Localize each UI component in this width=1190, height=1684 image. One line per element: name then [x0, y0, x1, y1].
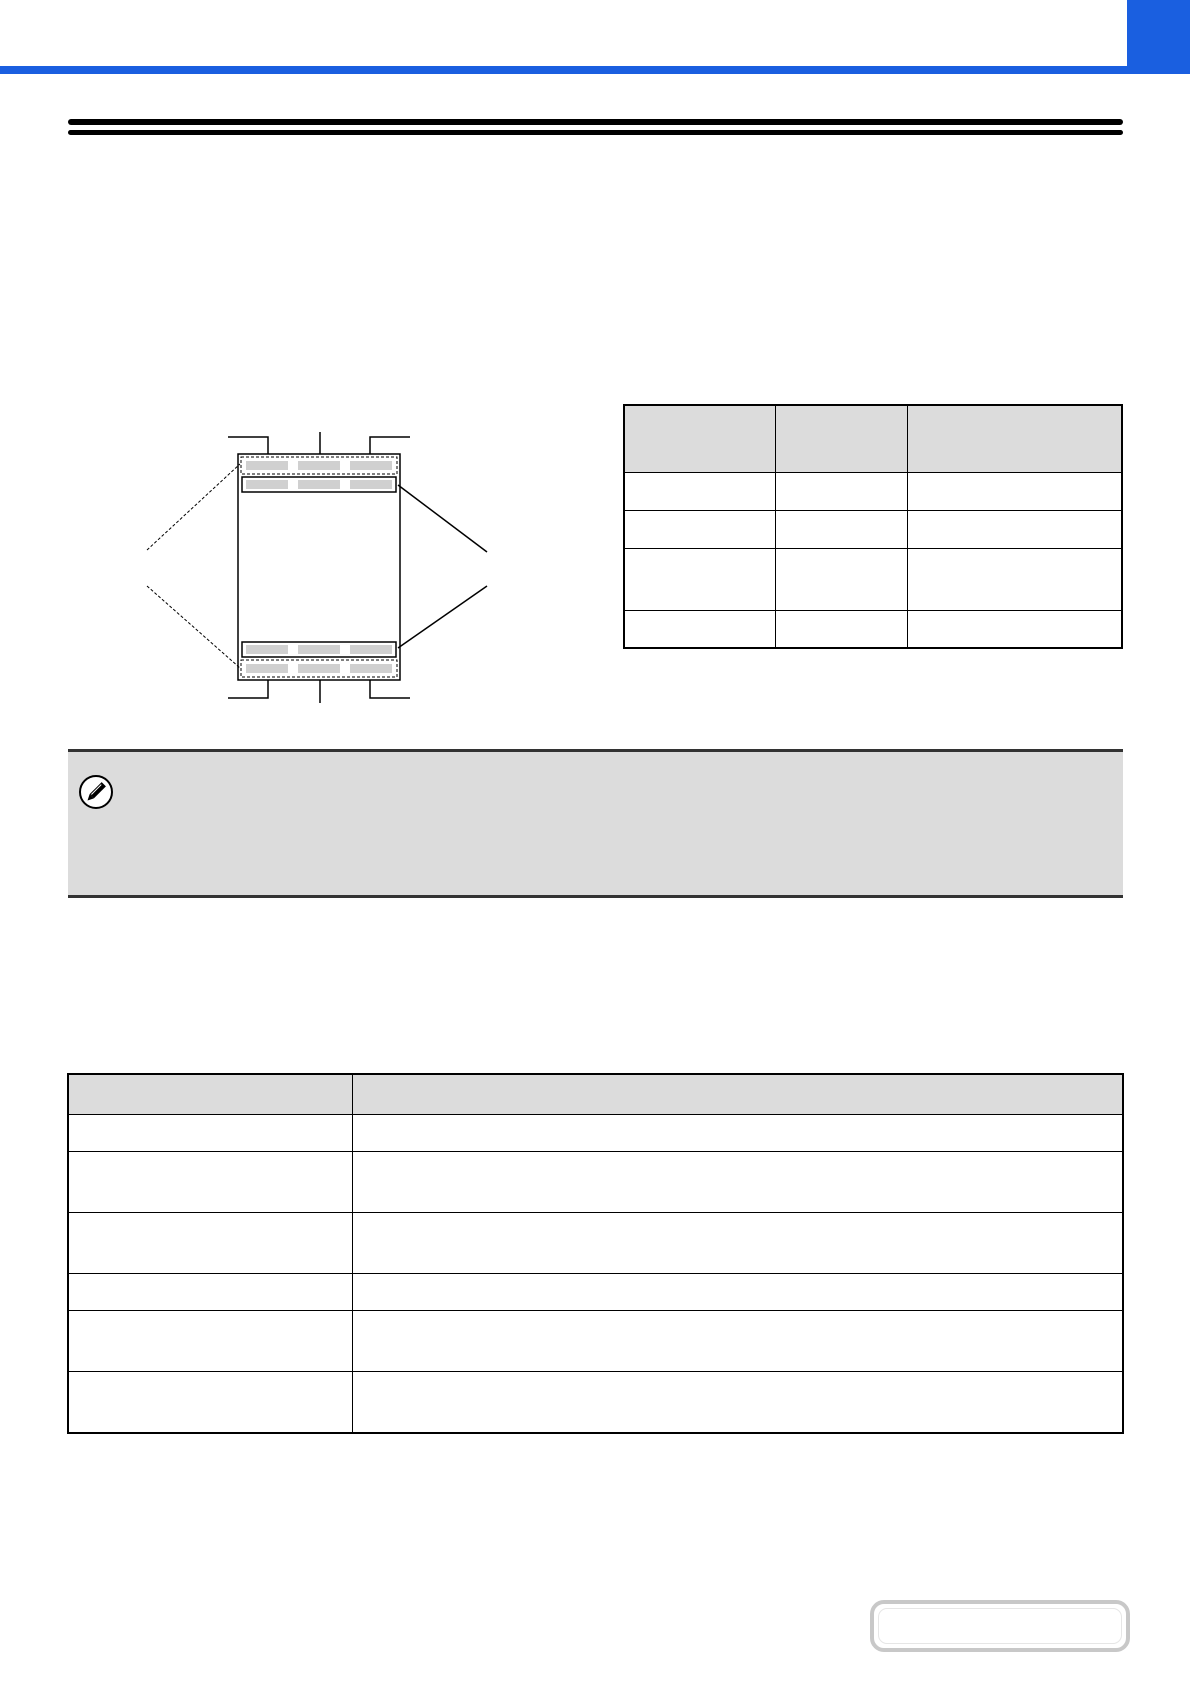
table-cell — [776, 511, 908, 549]
table-row — [624, 549, 1122, 611]
table-cell — [624, 511, 776, 549]
table-cell — [68, 1213, 353, 1274]
table-cell — [353, 1311, 1124, 1372]
title-rule-top — [68, 119, 1123, 125]
table-cell — [624, 473, 776, 511]
table-cell — [68, 1372, 353, 1434]
table-header-cell — [624, 405, 776, 473]
table-header-row — [68, 1074, 1123, 1115]
small-table — [623, 404, 1123, 649]
table-row — [624, 511, 1122, 549]
title-rule-bottom — [68, 130, 1123, 135]
table-row — [68, 1372, 1123, 1434]
table-cell — [908, 611, 1123, 649]
table-cell — [908, 549, 1123, 611]
table-cell — [68, 1152, 353, 1213]
table-header-cell — [776, 405, 908, 473]
contents-button[interactable] — [870, 1600, 1130, 1652]
table-header-row — [624, 405, 1122, 473]
settings-table — [67, 1073, 1124, 1434]
table-row — [68, 1152, 1123, 1213]
table-row — [68, 1274, 1123, 1311]
header-band — [0, 0, 1190, 75]
table-cell — [908, 473, 1123, 511]
table-cell — [68, 1311, 353, 1372]
table-cell — [624, 611, 776, 649]
table-cell — [353, 1372, 1124, 1434]
table-header-cell — [353, 1074, 1124, 1115]
table-cell — [353, 1152, 1124, 1213]
left-leader-bottom — [147, 586, 240, 668]
pencil-note-icon — [78, 774, 114, 810]
table-row — [68, 1115, 1123, 1152]
table-cell — [624, 549, 776, 611]
table-cell — [68, 1115, 353, 1152]
table-cell — [353, 1213, 1124, 1274]
table-row — [624, 473, 1122, 511]
right-leader-bottom — [398, 586, 487, 648]
table-row — [68, 1311, 1123, 1372]
table-cell — [776, 549, 908, 611]
table-cell — [68, 1274, 353, 1311]
right-leader-top — [398, 485, 487, 552]
table-row — [624, 611, 1122, 649]
table-header-cell — [68, 1074, 353, 1115]
table-cell — [776, 473, 908, 511]
header-accent-line — [0, 66, 1190, 74]
contents-button-label — [878, 1608, 1122, 1644]
page-layout-diagram — [130, 420, 510, 720]
header-corner-tab[interactable] — [1127, 0, 1190, 72]
note-box — [68, 749, 1123, 898]
table-cell — [776, 611, 908, 649]
table-cell — [353, 1274, 1124, 1311]
table-row — [68, 1213, 1123, 1274]
left-leader-top — [147, 464, 240, 550]
table-cell — [908, 511, 1123, 549]
table-header-cell — [908, 405, 1123, 473]
table-cell — [353, 1115, 1124, 1152]
